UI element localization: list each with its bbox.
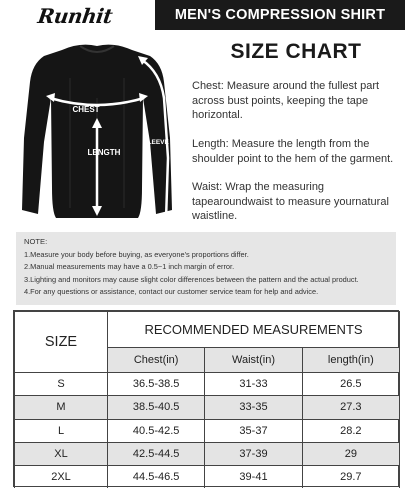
shirt-illustration bbox=[10, 38, 185, 230]
waist-cell: 33-35 bbox=[205, 396, 302, 419]
chest-label: CHEST bbox=[72, 105, 100, 114]
size-cell: S bbox=[15, 373, 108, 396]
length-description bbox=[192, 137, 402, 166]
chest-desc-line: horizontal. bbox=[192, 109, 243, 121]
chest-cell: 36.5-38.5 bbox=[108, 373, 205, 396]
waist-desc-line: waistline. bbox=[192, 210, 238, 222]
note-item: 1.Measure your body before buying, as everyone's proportions differ. bbox=[24, 249, 249, 259]
waist-desc-line: Waist: Wrap the measuring bbox=[192, 181, 325, 193]
size-cell: 2XL bbox=[15, 466, 108, 488]
size-column-header: SIZE bbox=[15, 312, 108, 373]
chest-cell: 44.5-46.5 bbox=[108, 466, 205, 488]
waist-cell: 35-37 bbox=[205, 419, 302, 442]
notes-box bbox=[16, 232, 396, 305]
chest-cell: 40.5-42.5 bbox=[108, 419, 205, 442]
table-row bbox=[15, 442, 400, 465]
table-row bbox=[15, 373, 400, 396]
header-title: MEN'S COMPRESSION SHIRT bbox=[174, 7, 386, 23]
sleeve-arrowhead-bottom bbox=[161, 216, 171, 226]
table-row bbox=[15, 419, 400, 442]
waist-cell: 31-33 bbox=[205, 373, 302, 396]
chest-cell: 42.5-44.5 bbox=[108, 442, 205, 465]
chest-desc-line: across bust points, keeping the tape bbox=[192, 94, 369, 107]
length-desc-line: shoulder point to the hem of the garment. bbox=[192, 152, 394, 165]
table-row bbox=[15, 466, 400, 488]
size-cell: XL bbox=[15, 442, 108, 465]
length-cell: 28.2 bbox=[302, 419, 399, 442]
length-desc-line: Length: Measure the length from the bbox=[192, 138, 370, 150]
waist-cell: 39-41 bbox=[205, 466, 302, 488]
size-table-grid bbox=[14, 311, 400, 488]
note-item: 4.For any questions or assistance, contact our customer service team for help and advice. bbox=[24, 287, 319, 296]
chest-desc-line: Chest: Measure around the fullest part bbox=[192, 80, 380, 92]
header-title-bar bbox=[155, 0, 405, 30]
logo-area bbox=[0, 0, 155, 30]
chest-cell: 38.5-40.5 bbox=[108, 396, 205, 419]
header bbox=[0, 0, 405, 30]
notes-heading: NOTE: bbox=[24, 237, 48, 246]
chest-column-header: Chest(in) bbox=[108, 348, 205, 373]
length-label: LENGTH bbox=[87, 148, 121, 157]
length-column-header: length(in) bbox=[302, 348, 399, 373]
chest-description bbox=[192, 79, 402, 123]
note-item: 3.Lighting and monitors may cause slight color differences between the pattern and the actual product. bbox=[24, 274, 359, 284]
length-cell: 29 bbox=[302, 442, 399, 465]
table-row bbox=[15, 396, 400, 419]
length-cell: 27.3 bbox=[302, 396, 399, 419]
waist-cell: 37-39 bbox=[205, 442, 302, 465]
shirt-svg bbox=[10, 38, 185, 230]
size-cell: L bbox=[15, 419, 108, 442]
size-cell: M bbox=[15, 396, 108, 419]
waist-description bbox=[192, 180, 402, 224]
size-table bbox=[13, 310, 399, 487]
waist-desc-line: tapearoundwaist to measure yournatural bbox=[192, 195, 389, 208]
note-item: 2.Manual measurements may have a 0.5~1 inch margin of error. bbox=[24, 262, 235, 271]
waist-column-header: Waist(in) bbox=[205, 348, 302, 373]
length-cell: 26.5 bbox=[302, 373, 399, 396]
brand-logo: Runhit bbox=[36, 4, 114, 28]
size-chart-title: SIZE CHART bbox=[230, 40, 362, 63]
measurements-group-header: RECOMMENDED MEASUREMENTS bbox=[108, 312, 400, 348]
sleeve-label: SLEEVE bbox=[143, 139, 169, 146]
length-cell: 29.7 bbox=[302, 466, 399, 488]
